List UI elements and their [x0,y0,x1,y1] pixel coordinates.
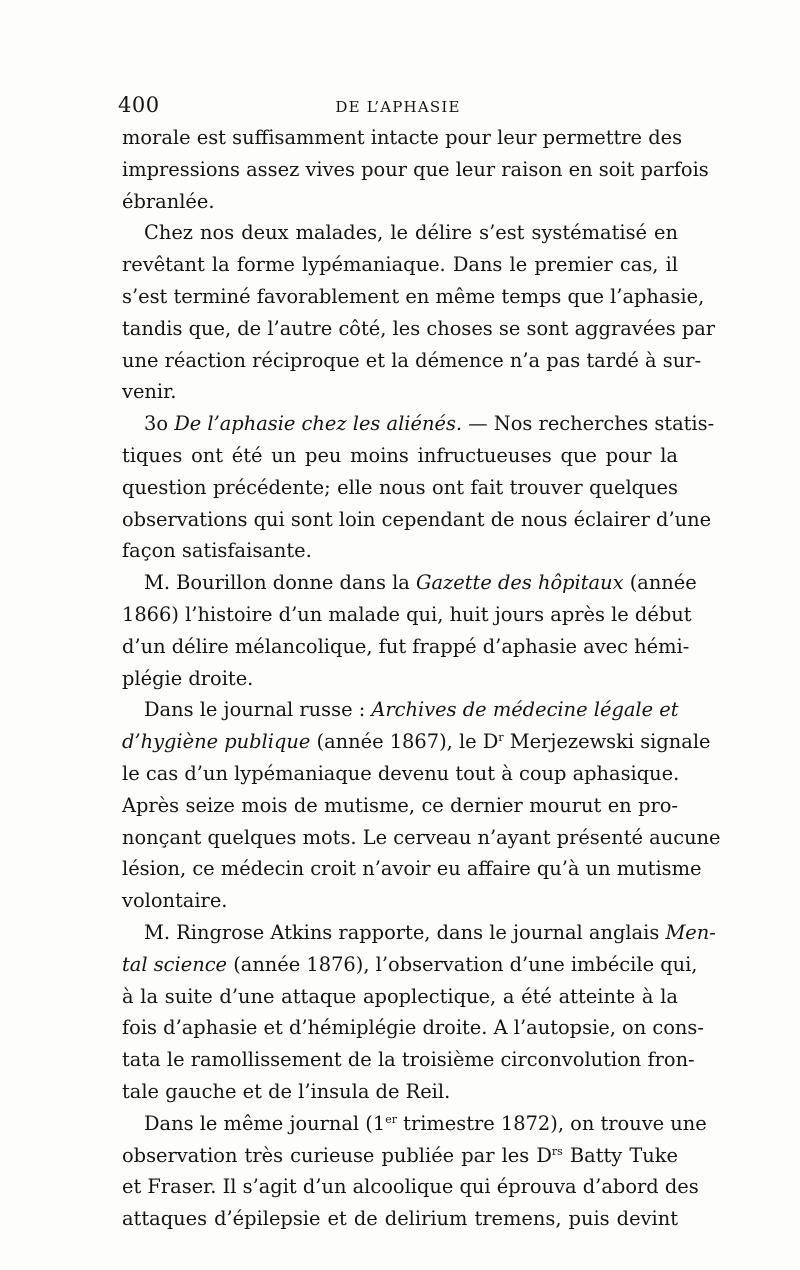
text-line [122,1012,704,1044]
text-line [122,249,678,281]
text-line [122,981,678,1013]
text-span: trimestre 1872), on trouve une [396,1111,707,1135]
text-span: 1866) l’histoire d’un malade qui, huit jours après le début [122,602,692,626]
text-span: — Nos recherches statis- [462,412,715,436]
superscript: er [385,1112,397,1126]
text-line [122,822,721,854]
text-span: le cas d’un lypémaniaque devenu tout à coup aphasique. [122,761,680,785]
text-span: M. Bourillon donne dans la [144,571,416,595]
text-line [122,1076,678,1108]
text-span: Dans le journal russe : [144,698,372,722]
text-span: lésion, ce médecin croit n’avoir eu affaire qu’à un mutisme [122,857,702,881]
text-line [122,663,678,695]
text-line [122,631,690,663]
text-line [122,1171,699,1203]
text-span: revêtant la forme lypémaniaque. Dans le premier cas, il [122,253,678,277]
text-span: Merjezewski signale [503,730,711,754]
italic-text: tal science [122,952,228,976]
text-span: Dans le même journal (1 [144,1111,386,1135]
text-span: (année [623,571,697,595]
text-span: tandis que, de l’autre côté, les choses se sont aggravées par [122,316,716,340]
text-line [122,122,683,154]
text-span: nonçant quelques mots. Le cerveau n’ayant présenté aucune [122,825,721,849]
running-title: DE L’APHASIE [335,98,461,116]
text-span: Après seize mois de mutisme, ce dernier mourut en pro- [122,793,678,817]
text-line [122,440,678,472]
text-line [122,885,678,917]
text-line [122,535,678,567]
text-span: d’un délire mélancolique, fut frappé d’aphasie avec hémi- [122,634,690,658]
text-line [122,853,702,885]
text-span: (année 1867), le D [310,730,499,754]
text-span: morale est suffisamment intacte pour leur permettre des [122,126,683,149]
text-span: attaques d’épilepsie et de delirium tremens, puis devint [122,1207,678,1231]
text-line [122,694,678,726]
text-span: venir. [122,380,177,404]
text-span: tale gauche et de l’insula de Reil. [122,1079,451,1103]
text-span: Chez nos deux malades, le délire s’est systématisé en [144,221,678,245]
text-span: façon satisfaisante. [122,539,312,563]
text-span: fois d’aphasie et d’hémiplégie droite. A l’autopsie, on cons- [122,1016,704,1040]
text-line [122,281,705,313]
italic-text: Archives de médecine légale et [371,698,679,722]
text-span: ébranlée. [122,189,215,213]
text-line [122,408,715,440]
italic-text: d’hygiène publique [122,730,311,754]
text-line [122,567,697,599]
text-line [122,345,702,377]
text-line [122,504,712,536]
text-span: observation très curieuse publiée par les D [122,1143,552,1167]
superscript: r [498,731,504,745]
text-line [122,1044,695,1076]
text-span: observations qui sont loin cependant de nous éclairer d’une [122,507,712,531]
italic-text: Gazette des hôpitaux [416,571,624,595]
body-text [122,122,721,1235]
text-line [122,186,678,218]
text-line [122,313,716,345]
text-span: et Fraser. Il s’agit d’un alcoolique qui éprouva d’abord des [122,1175,699,1199]
text-line [122,472,678,504]
text-span: volontaire. [122,889,228,913]
text-span: à la suite d’une attaque apoplectique, a été atteinte à la [122,984,678,1008]
text-span: une réaction réciproque et la démence n’a pas tardé à sur- [122,348,702,372]
text-line [122,949,698,981]
text-line [122,917,716,949]
text-line [122,726,711,758]
page-number: 400 [118,93,160,117]
text-span: plégie droite. [122,666,254,690]
text-span: s’est terminé favorablement en même temps que l’aphasie, [122,284,705,308]
text-line [122,217,678,249]
page-header [118,93,678,123]
text-line [122,1140,678,1172]
text-span: tata le ramollissement de la troisième circonvolution fron- [122,1048,695,1072]
text-span: (année 1876), l’observation d’une imbécile qui, [227,952,698,976]
superscript: rs [551,1144,563,1158]
text-line [122,154,709,186]
text-line [122,376,678,408]
text-span: 3o [144,412,175,436]
text-span: Batty Tuke [562,1143,679,1167]
text-line [122,1203,678,1235]
text-line [122,599,692,631]
text-span: question précédente; elle nous ont fait trouver quelques [122,475,678,499]
text-line [122,790,678,822]
text-span: M. Ringrose Atkins rapporte, dans le journal anglais [144,920,666,944]
italic-text: Men- [665,920,716,944]
text-line [122,758,678,790]
text-span: impressions assez vives pour que leur raison en soit parfois [122,157,709,181]
text-line [122,1108,707,1140]
text-span: tiques ont été un peu moins infructueuses que pour la [122,443,678,467]
italic-text: De l’aphasie chez les aliénés. [174,412,463,436]
